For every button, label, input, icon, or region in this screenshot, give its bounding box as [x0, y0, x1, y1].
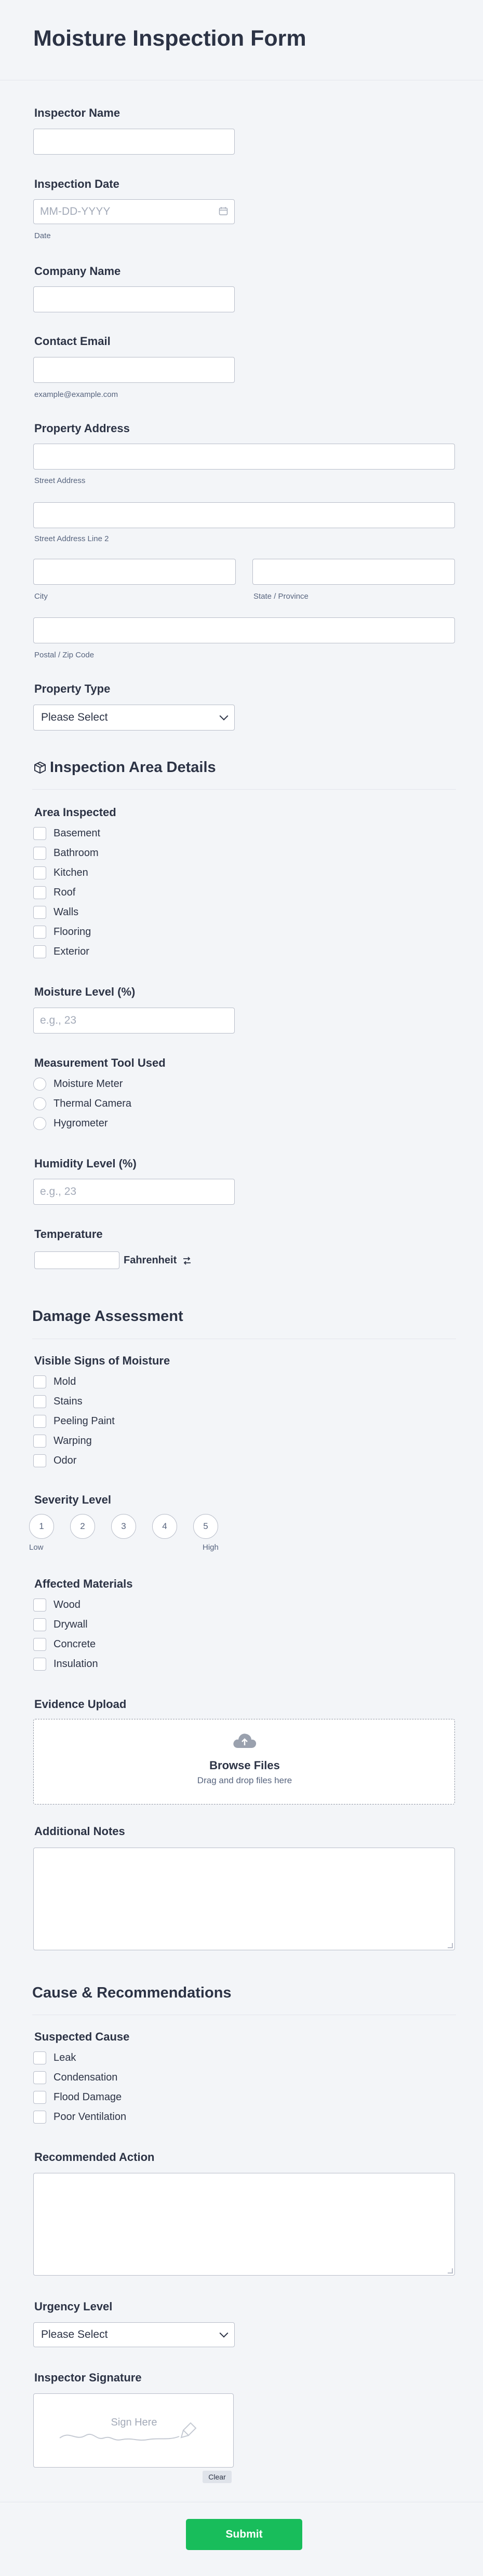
- option-label: Leak: [53, 2052, 76, 2063]
- checkbox[interactable]: [33, 886, 46, 899]
- severity-option-4[interactable]: 4: [152, 1514, 177, 1539]
- option-label: Poor Ventilation: [53, 2111, 127, 2123]
- section-divider: [32, 789, 456, 790]
- radio-button[interactable]: [33, 1117, 46, 1130]
- urgency-level-select[interactable]: [33, 2322, 235, 2347]
- temperature-label: Temperature: [34, 1228, 103, 1241]
- severity-level-label: Severity Level: [34, 1493, 111, 1506]
- option-label: Walls: [53, 906, 79, 918]
- area-inspected-label: Area Inspected: [34, 806, 116, 819]
- urgency-level-label: Urgency Level: [34, 2300, 113, 2313]
- additional-notes-textarea[interactable]: [33, 1848, 455, 1950]
- area-option[interactable]: [33, 827, 100, 840]
- city-sublabel: City: [34, 592, 48, 601]
- material-option[interactable]: [33, 1638, 96, 1651]
- tool-option[interactable]: [33, 1117, 108, 1130]
- option-label: Concrete: [53, 1638, 96, 1650]
- resize-handle[interactable]: [448, 2268, 453, 2274]
- checkbox[interactable]: [33, 2111, 46, 2124]
- inspector-name-label: Inspector Name: [34, 106, 120, 119]
- temperature-unit[interactable]: Fahrenheit: [124, 1255, 177, 1266]
- chevron-down-icon: [220, 712, 229, 721]
- option-label: Stains: [53, 1396, 83, 1407]
- humidity-level-input[interactable]: [33, 1179, 235, 1205]
- checkbox[interactable]: [33, 1658, 46, 1671]
- temperature-input[interactable]: [34, 1251, 119, 1269]
- form-header: [0, 0, 483, 80]
- urgency-selected: Please Select: [41, 2329, 108, 2340]
- company-name-input[interactable]: [33, 286, 235, 312]
- option-label: Exterior: [53, 946, 89, 957]
- state-input[interactable]: [252, 559, 455, 585]
- tool-option[interactable]: [33, 1097, 131, 1110]
- area-option[interactable]: [33, 945, 89, 958]
- resize-handle[interactable]: [448, 1943, 453, 1948]
- inspection-date-input[interactable]: [33, 199, 235, 224]
- cause-option[interactable]: [33, 2111, 126, 2124]
- option-label: Mold: [53, 1376, 76, 1387]
- material-option[interactable]: [33, 1618, 88, 1631]
- severity-low-label: Low: [29, 1543, 44, 1552]
- checkbox[interactable]: [33, 1375, 46, 1388]
- signature-placeholder: Sign Here: [111, 2417, 157, 2428]
- browse-files-link[interactable]: Browse Files: [209, 1759, 280, 1772]
- checkbox[interactable]: [33, 906, 46, 919]
- moisture-level-label: Moisture Level (%): [34, 985, 136, 998]
- option-label: Condensation: [53, 2072, 118, 2083]
- option-label: Warping: [53, 1435, 92, 1447]
- option-label: Roof: [53, 887, 76, 898]
- sign-option[interactable]: [33, 1395, 83, 1408]
- option-label: Basement: [53, 828, 101, 839]
- street-address-sublabel: Street Address: [34, 476, 86, 485]
- contact-email-label: Contact Email: [34, 335, 111, 348]
- street-address-input[interactable]: [33, 444, 455, 470]
- option-label: Wood: [53, 1599, 81, 1610]
- cause-option[interactable]: [33, 2051, 76, 2064]
- sign-option[interactable]: [33, 1375, 76, 1388]
- option-label: Peeling Paint: [53, 1415, 115, 1427]
- checkbox[interactable]: [33, 1395, 46, 1408]
- box-icon: [33, 761, 47, 774]
- sign-option[interactable]: [33, 1435, 92, 1448]
- property-type-selected: Please Select: [41, 711, 108, 723]
- checkbox[interactable]: [33, 1454, 46, 1467]
- form-title: Moisture Inspection Form: [33, 26, 306, 51]
- sign-option[interactable]: [33, 1454, 76, 1467]
- option-label: Thermal Camera: [53, 1098, 132, 1109]
- clear-signature-button[interactable]: Clear: [203, 2471, 232, 2483]
- cause-recommendations-title: Cause & Recommendations: [32, 1985, 232, 2001]
- street-address-2-sublabel: Street Address Line 2: [34, 534, 109, 543]
- state-sublabel: State / Province: [253, 592, 308, 601]
- signature-placeholder-icon: [55, 2409, 210, 2451]
- visible-signs-label: Visible Signs of Moisture: [34, 1354, 170, 1367]
- measurement-tool-label: Measurement Tool Used: [34, 1056, 166, 1069]
- inspection-area-title: Inspection Area Details: [50, 759, 216, 776]
- option-label: Hygrometer: [53, 1118, 108, 1129]
- submit-button[interactable]: Submit: [186, 2519, 302, 2550]
- checkbox[interactable]: [33, 827, 46, 840]
- option-label: Odor: [53, 1455, 77, 1466]
- calendar-icon[interactable]: [219, 206, 228, 216]
- checkbox[interactable]: [33, 2091, 46, 2104]
- additional-notes-label: Additional Notes: [34, 1825, 125, 1838]
- area-option[interactable]: [33, 886, 75, 899]
- severity-option-5[interactable]: 5: [193, 1514, 218, 1539]
- suspected-cause-label: Suspected Cause: [34, 2030, 130, 2043]
- option-label: Insulation: [53, 1658, 98, 1670]
- property-type-select[interactable]: [33, 705, 235, 731]
- drag-drop-hint: Drag and drop files here: [197, 1775, 292, 1785]
- option-label: Flooring: [53, 926, 91, 938]
- company-name-label: Company Name: [34, 265, 121, 278]
- material-option[interactable]: [33, 1658, 98, 1671]
- option-label: Kitchen: [53, 867, 88, 878]
- area-option[interactable]: [33, 906, 78, 919]
- radio-button[interactable]: [33, 1097, 46, 1110]
- contact-email-sublabel: example@example.com: [34, 390, 118, 399]
- signature-pad[interactable]: [33, 2393, 234, 2468]
- option-label: Flood Damage: [53, 2091, 122, 2103]
- moisture-level-input[interactable]: [33, 1008, 235, 1034]
- option-label: Drywall: [53, 1619, 88, 1630]
- radio-button[interactable]: [33, 1078, 46, 1091]
- property-type-label: Property Type: [34, 682, 111, 695]
- cause-option[interactable]: [33, 2071, 117, 2084]
- street-address-2-input[interactable]: [33, 502, 455, 528]
- chevron-down-icon: [220, 2329, 229, 2338]
- recommended-action-label: Recommended Action: [34, 2151, 155, 2164]
- inspector-signature-label: Inspector Signature: [34, 2371, 142, 2384]
- severity-option-1[interactable]: 1: [29, 1514, 54, 1539]
- checkbox[interactable]: [33, 1618, 46, 1631]
- tool-option[interactable]: [33, 1078, 123, 1091]
- checkbox[interactable]: [33, 2051, 46, 2064]
- severity-high-label: High: [203, 1543, 219, 1552]
- evidence-upload-label: Evidence Upload: [34, 1698, 127, 1711]
- postal-code-input[interactable]: [33, 617, 455, 643]
- affected-materials-label: Affected Materials: [34, 1577, 133, 1590]
- property-address-label: Property Address: [34, 422, 130, 435]
- inspection-date-sublabel: Date: [34, 231, 51, 240]
- area-option[interactable]: [33, 926, 91, 939]
- checkbox[interactable]: [33, 1435, 46, 1448]
- recommended-action-textarea[interactable]: [33, 2173, 455, 2276]
- cloud-upload-icon: [232, 1731, 258, 1750]
- damage-assessment-title: Damage Assessment: [32, 1308, 183, 1325]
- swap-icon[interactable]: [182, 1256, 192, 1266]
- area-option[interactable]: [33, 866, 88, 879]
- humidity-level-label: Humidity Level (%): [34, 1157, 137, 1170]
- cause-option[interactable]: [33, 2091, 122, 2104]
- checkbox[interactable]: [33, 1638, 46, 1651]
- inspector-name-input[interactable]: [33, 129, 235, 155]
- sign-option[interactable]: [33, 1415, 115, 1428]
- option-label: Moisture Meter: [53, 1078, 123, 1090]
- option-label: Bathroom: [53, 847, 99, 859]
- checkbox[interactable]: [33, 847, 46, 860]
- area-option[interactable]: [33, 847, 99, 860]
- postal-code-sublabel: Postal / Zip Code: [34, 651, 95, 659]
- checkbox[interactable]: [33, 926, 46, 939]
- checkbox[interactable]: [33, 1599, 46, 1611]
- checkbox[interactable]: [33, 1415, 46, 1428]
- severity-option-2[interactable]: 2: [70, 1514, 95, 1539]
- checkbox[interactable]: [33, 866, 46, 879]
- checkbox[interactable]: [33, 2071, 46, 2084]
- checkbox[interactable]: [33, 945, 46, 958]
- inspection-date-label: Inspection Date: [34, 177, 119, 190]
- file-dropzone[interactable]: [33, 1719, 455, 1804]
- material-option[interactable]: [33, 1599, 81, 1611]
- city-input[interactable]: [33, 559, 236, 585]
- severity-option-3[interactable]: 3: [111, 1514, 136, 1539]
- contact-email-input[interactable]: [33, 357, 235, 383]
